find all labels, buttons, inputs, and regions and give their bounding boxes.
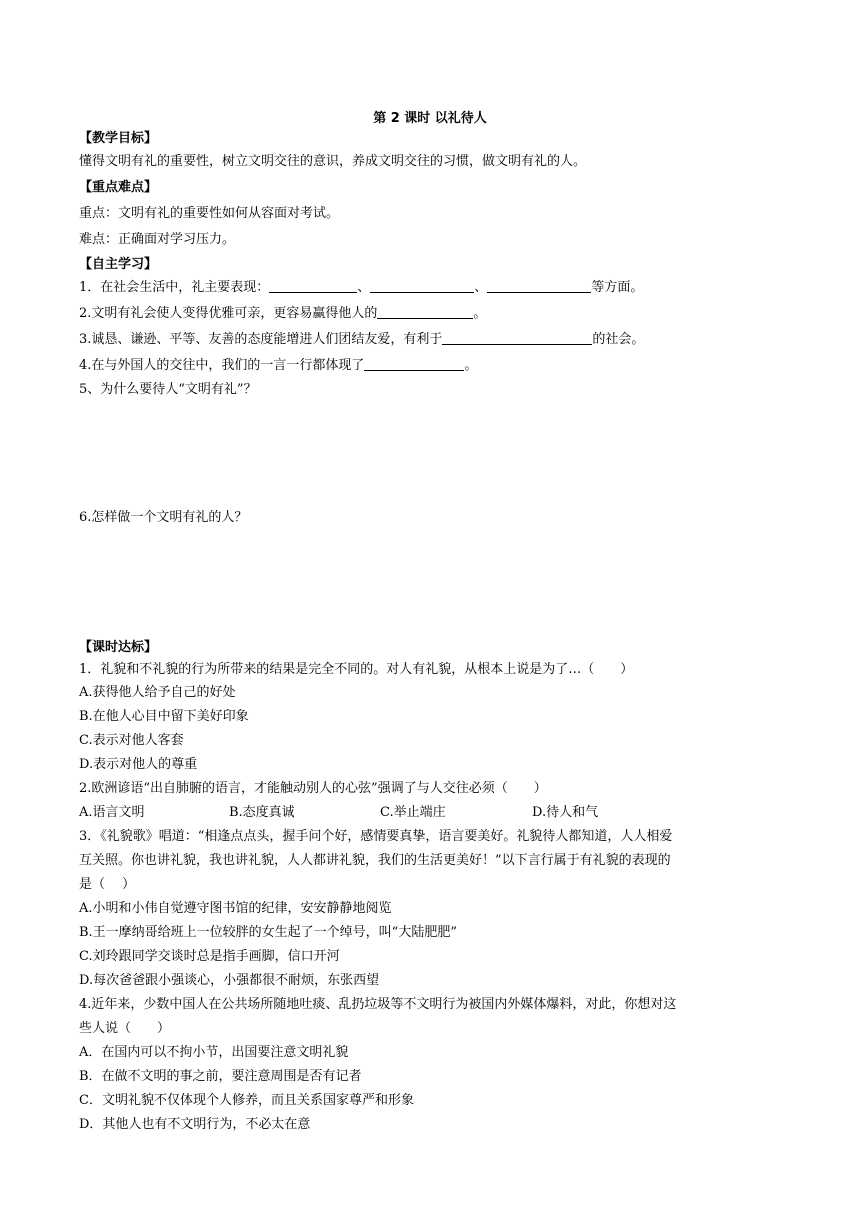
q4-option-b: B．在做不文明的事之前，要注意周围是否有记者 bbox=[79, 1069, 362, 1084]
practice-q3-line3: 是（ ） bbox=[79, 877, 136, 892]
q1-text-c: 、 bbox=[474, 280, 488, 295]
q2-options bbox=[79, 804, 598, 821]
practice-q1: 1．礼貌和不礼貌的行为所带来的结果是完全不同的。对人有礼貌，从根本上说是为了…（ ） bbox=[79, 662, 634, 677]
self-study-q2 bbox=[79, 305, 486, 322]
practice-q2: 2.欧洲谚语“出自肺腑的语言，才能触动别人的心弦”强调了与人交往必须（ ） bbox=[79, 781, 547, 796]
answer-blank[interactable] bbox=[364, 357, 464, 371]
q3-option-d: D.每次爸爸跟小强谈心，小强都很不耐烦，东张西望 bbox=[79, 973, 380, 988]
practice-heading: 【课时达标】 bbox=[79, 640, 158, 655]
q2-option-d: D.待人和气 bbox=[532, 805, 599, 820]
q3-option-c: C.刘玲跟同学交谈时总是指手画脚，信口开河 bbox=[79, 949, 340, 964]
q3-option-b: B.王一摩纳哥给班上一位较胖的女生起了一个绰号，叫“大陆肥肥” bbox=[79, 925, 457, 940]
q1-text-d: 等方面。 bbox=[591, 280, 644, 295]
q2-option-c: C.举止端庄 bbox=[380, 805, 446, 820]
q4-text-a: 4.在与外国人的交往中，我们的一言一行都体现了 bbox=[79, 358, 365, 373]
q3-text-b: 的社会。 bbox=[592, 332, 645, 347]
practice-q4-line1: 4.近年来，少数中国人在公共场所随地吐痰、乱扔垃圾等不文明行为被国内外媒体爆料，对此，你想对这 bbox=[79, 997, 677, 1012]
q1-text-b: 、 bbox=[357, 280, 371, 295]
q1-option-c: C.表示对他人客套 bbox=[79, 733, 184, 748]
q2-text-a: 2.文明有礼会使人变得优雅可亲，更容易赢得他人的 bbox=[79, 306, 378, 321]
self-study-q4 bbox=[79, 357, 477, 374]
answer-blank[interactable] bbox=[377, 305, 473, 319]
key-point: 重点：文明有礼的重要性如何从容面对考试。 bbox=[79, 206, 340, 221]
q3-text-a: 3.诚恳、谦逊、平等、友善的态度能增进人们团结友爱，有利于 bbox=[79, 332, 443, 347]
goal-text: 懂得文明有礼的重要性，树立文明交往的意识，养成文明交往的习惯，做文明有礼的人。 bbox=[79, 154, 587, 169]
answer-blank[interactable] bbox=[442, 331, 592, 345]
key-heading: 【重点难点】 bbox=[79, 180, 158, 195]
answer-blank[interactable] bbox=[269, 279, 357, 293]
q4-option-a: A．在国内可以不拘小节，出国要注意文明礼貌 bbox=[79, 1045, 349, 1060]
q1-option-a: A.获得他人给予自己的好处 bbox=[79, 685, 236, 700]
self-study-q6: 6.怎样做一个文明有礼的人？ bbox=[79, 510, 248, 525]
self-study-q1 bbox=[79, 279, 643, 296]
q2-text-b: 。 bbox=[473, 306, 487, 321]
practice-q3-line1: 3．《礼貌歌》唱道：“相逢点点头，握手问个好，感情要真挚，语言要美好。礼貌待人都知道，人人相爱 bbox=[79, 829, 673, 844]
q2-option-a: A.语言文明 bbox=[79, 805, 145, 820]
key-difficulty: 难点：正确面对学习压力。 bbox=[79, 232, 236, 247]
q3-option-a: A.小明和小伟自觉遵守图书馆的纪律，安安静静地阅览 bbox=[79, 901, 392, 916]
page-title: 第 2 课时 以礼待人 bbox=[373, 111, 487, 126]
self-study-q5: 5、为什么要待人“文明有礼”？ bbox=[79, 382, 257, 397]
self-study-q3 bbox=[79, 331, 644, 348]
q1-option-b: B.在他人心目中留下美好印象 bbox=[79, 709, 249, 724]
answer-blank[interactable] bbox=[487, 279, 591, 293]
practice-q4-line2: 些人说（ ） bbox=[79, 1021, 171, 1036]
practice-q3-line2: 互关照。你也讲礼貌，我也讲礼貌，人人都讲礼貌，我们的生活更美好！”以下言行属于有礼貌的表现的 bbox=[79, 853, 671, 868]
q1-text-a: 1．在社会生活中，礼主要表现： bbox=[79, 280, 270, 295]
self-study-heading: 【自主学习】 bbox=[79, 257, 158, 272]
answer-blank[interactable] bbox=[370, 279, 474, 293]
q2-option-b: B.态度真诚 bbox=[229, 805, 295, 820]
q1-option-d: D.表示对他人的尊重 bbox=[79, 757, 198, 772]
q4-option-c: C．文明礼貌不仅体现个人修养，而且关系国家尊严和形象 bbox=[79, 1093, 414, 1108]
q4-text-b: 。 bbox=[464, 358, 478, 373]
goal-heading: 【教学目标】 bbox=[79, 131, 158, 146]
q4-option-d: D．其他人也有不文明行为，不必太在意 bbox=[79, 1117, 311, 1132]
